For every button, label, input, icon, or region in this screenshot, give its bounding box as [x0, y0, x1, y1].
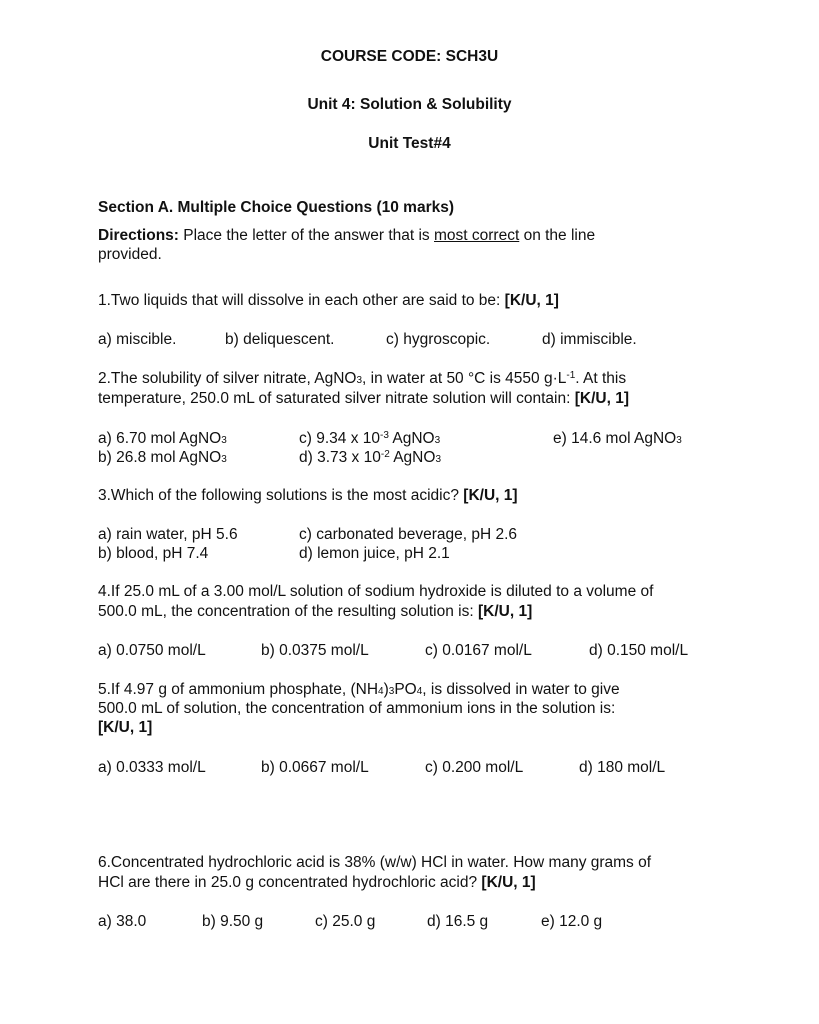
subscript: 4	[378, 686, 384, 697]
question-6: 6.Concentrated hydrochloric acid is 38% (w/w) HCl in water. How many grams of	[98, 854, 652, 871]
question-tag: [K/U, 1]	[463, 487, 518, 504]
option-text: e) 14.6 mol AgNO	[553, 430, 677, 447]
q1-option-b: b) deliquescent.	[225, 331, 335, 348]
question-5	[98, 680, 620, 699]
course-code: COURSE CODE: SCH3U	[320, 48, 499, 65]
question-1	[98, 291, 559, 310]
q6-option-c: c) 25.0 g	[315, 913, 376, 930]
directions	[98, 226, 595, 245]
q5-option-d: d) 180 mol/L	[579, 759, 666, 776]
question-tag: [K/U, 1]	[574, 390, 629, 407]
question-text: 1.Two liquids that will dissolve in each other are said to be:	[98, 292, 505, 309]
q6-option-a: a) 38.0	[98, 913, 147, 930]
superscript: -3	[380, 430, 389, 441]
question-tag: [K/U, 1]	[504, 292, 559, 309]
q3-option-b: b) blood, pH 7.4	[98, 545, 209, 562]
question-text: 3.Which of the following solutions is the most acidic?	[98, 487, 464, 504]
question-text: temperature, 250.0 mL of saturated silver nitrate solution will contain:	[98, 390, 575, 407]
question-2	[98, 369, 626, 388]
question-text: 5.If 4.97 g of ammonium phosphate, (NH	[98, 681, 379, 698]
option-text: AgNO	[388, 430, 435, 447]
question-6-line-2	[98, 873, 536, 892]
q2-option-a	[98, 429, 227, 448]
q5-option-a: a) 0.0333 mol/L	[98, 759, 206, 776]
subscript: 3	[356, 375, 363, 386]
question-5-line-2: 500.0 mL of solution, the concentration of ammonium ions in the solution is:	[98, 700, 616, 717]
option-text: c) 9.34 x 10	[299, 430, 380, 447]
question-text: , is dissolved in water to give	[422, 681, 620, 698]
subscript: 3	[435, 454, 441, 465]
question-text: , in water at 50 °C is 4550 g·L	[362, 370, 567, 387]
q4-option-b: b) 0.0375 mol/L	[261, 642, 369, 659]
question-tag: [K/U, 1]	[477, 603, 533, 620]
option-text: a) 6.70 mol AgNO	[98, 430, 222, 447]
subscript: 3	[388, 686, 395, 697]
question-text: )	[383, 681, 389, 698]
subscript: 3	[221, 454, 227, 465]
directions-emphasis: most correct	[434, 227, 520, 244]
q5-option-b: b) 0.0667 mol/L	[261, 759, 369, 776]
question-text: 2.The solubility of silver nitrate, AgNO	[98, 370, 357, 387]
question-text: . At this	[575, 370, 627, 387]
superscript: -2	[380, 449, 390, 460]
q3-option-d: d) lemon juice, pH 2.1	[299, 545, 450, 562]
option-text: d) 3.73 x 10	[299, 449, 381, 466]
option-text: b) 26.8 mol AgNO	[98, 449, 222, 466]
subscript: 3	[434, 435, 441, 446]
subscript: 3	[676, 435, 682, 446]
question-3	[98, 486, 518, 505]
q3-option-a: a) rain water, pH 5.6	[98, 526, 238, 543]
test-title: Unit Test#4	[368, 135, 451, 152]
question-4: 4.If 25.0 mL of a 3.00 mol/L solution of sodium hydroxide is diluted to a volume of	[98, 583, 654, 600]
question-text: HCl are there in 25.0 g concentrated hydrochloric acid?	[98, 874, 482, 891]
q4-option-c: c) 0.0167 mol/L	[425, 642, 532, 659]
superscript: -1	[566, 370, 576, 381]
q4-option-a: a) 0.0750 mol/L	[98, 642, 206, 659]
question-2-line-2	[98, 389, 629, 408]
q6-option-b: b) 9.50 g	[202, 913, 264, 930]
q1-option-d: d) immiscible.	[542, 331, 637, 348]
q6-option-e: e) 12.0 g	[541, 913, 603, 930]
q2-option-b	[98, 448, 227, 467]
question-4-line-2	[98, 602, 532, 621]
unit-title: Unit 4: Solution & Solubility	[307, 96, 512, 113]
option-text: AgNO	[389, 449, 436, 466]
directions-text: Place the letter of the answer that is	[178, 227, 434, 244]
directions-text-end: on the line	[519, 227, 596, 244]
section-title: Section A. Multiple Choice Questions (10 marks)	[98, 199, 455, 216]
question-text: PO	[394, 681, 417, 698]
question-text: 500.0 mL, the concentration of the resulting solution is:	[98, 603, 478, 620]
question-5-tag: [K/U, 1]	[98, 719, 153, 736]
question-tag: [K/U, 1]	[481, 874, 536, 891]
q2-option-e	[553, 429, 682, 448]
subscript: 4	[416, 686, 423, 697]
q3-option-c: c) carbonated beverage, pH 2.6	[299, 526, 517, 543]
q5-option-c: c) 0.200 mol/L	[425, 759, 524, 776]
directions-label: Directions:	[98, 227, 179, 244]
q2-option-d	[299, 448, 441, 467]
q2-option-c	[299, 429, 440, 448]
q4-option-d: d) 0.150 mol/L	[589, 642, 689, 659]
directions-line-2: provided.	[98, 246, 162, 263]
q1-option-a: a) miscible.	[98, 331, 177, 348]
q6-option-d: d) 16.5 g	[427, 913, 489, 930]
subscript: 3	[221, 435, 227, 446]
q1-option-c: c) hygroscopic.	[386, 331, 491, 348]
